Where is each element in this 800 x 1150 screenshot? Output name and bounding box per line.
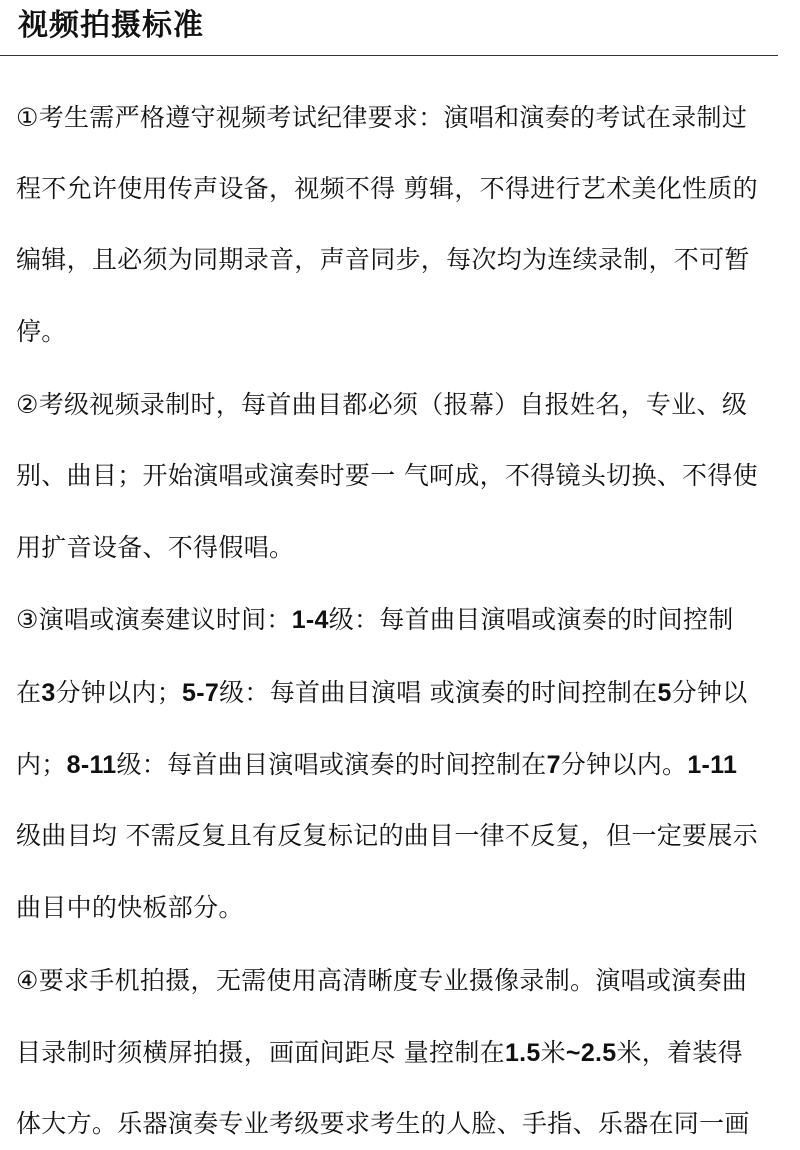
text-line-12 <box>16 888 244 928</box>
text-segment: 级：每首曲目演唱或演奏的时间控制在 <box>116 750 547 779</box>
text-segment: ③演唱或演奏建议时间： <box>16 605 292 634</box>
text-segment: 在 <box>16 678 42 707</box>
text-line-8 <box>16 600 734 640</box>
text-line-11 <box>16 816 758 856</box>
text-segment: 米，着装得 <box>616 1038 743 1067</box>
text-segment: 曲目中的快板部分。 <box>16 893 244 922</box>
text-segment: ④要求手机拍摄，无需使用高清晰度专业摄像录制。演唱或演奏曲 <box>16 966 748 995</box>
text-line-5 <box>16 385 747 425</box>
number-segment: 5 <box>657 679 672 707</box>
text-segment: 米 <box>540 1038 566 1067</box>
number-segment: 8-11 <box>66 751 117 779</box>
text-segment: 目录制时须横屏拍摄，画面间距尽 量控制在 <box>16 1038 505 1067</box>
text-line-6 <box>16 456 758 496</box>
text-segment: 停。 <box>16 317 67 346</box>
number-segment: 1.5 <box>504 1039 541 1067</box>
text-segment: 别、曲目；开始演唱或演奏时要一 气呵成，不得镜头切换、不得使 <box>16 461 758 490</box>
text-segment: 程不允许使用传声设备，视频不得 剪辑，不得进行艺术美化性质的 <box>16 174 758 203</box>
title-divider <box>0 55 778 56</box>
text-segment: 体大方。乐器演奏专业考级要求考生的人脸、手指、乐器在同一画 <box>16 1109 750 1138</box>
document-title: 视频拍摄标准 <box>18 8 204 43</box>
number-segment: 5-7 <box>182 679 220 707</box>
text-segment: 级曲目均 不需反复且有反复标记的曲目一律不反复，但一定要展示 <box>16 821 758 850</box>
text-segment: ②考级视频录制时，每首曲目都必须（报幕）自报姓名，专业、级 <box>16 390 748 419</box>
text-line-15 <box>16 1104 750 1144</box>
text-line-14 <box>16 1033 743 1073</box>
text-segment: 分钟以 <box>671 678 748 707</box>
text-segment: 级：每首曲目演唱 或演奏的时间控制在 <box>219 678 658 707</box>
text-segment: 分钟以内。 <box>560 750 688 779</box>
text-line-4 <box>16 312 67 352</box>
text-line-1 <box>16 98 747 138</box>
text-segment: 编辑，且必须为同期录音，声音同步，每次均为连续录制，不可暂 <box>16 245 750 274</box>
text-segment: 分钟以内； <box>55 678 183 707</box>
text-line-13 <box>16 961 747 1001</box>
text-line-7 <box>16 528 294 568</box>
number-segment: 3 <box>41 679 56 707</box>
text-segment: 内； <box>16 750 67 779</box>
text-segment: 级：每首曲目演唱或演奏的时间控制 <box>328 605 734 634</box>
number-segment: 7 <box>546 751 561 779</box>
text-line-2 <box>16 169 758 209</box>
text-line-9 <box>16 673 748 713</box>
number-segment: ~2.5 <box>565 1039 617 1067</box>
number-segment: 1-11 <box>687 751 738 779</box>
number-segment: 1-4 <box>291 606 329 634</box>
text-line-10 <box>16 745 737 785</box>
text-segment: 用扩音设备、不得假唱。 <box>16 533 295 562</box>
text-line-3 <box>16 240 750 280</box>
text-segment: ①考生需严格遵守视频考试纪律要求：演唱和演奏的考试在录制过 <box>16 103 748 132</box>
